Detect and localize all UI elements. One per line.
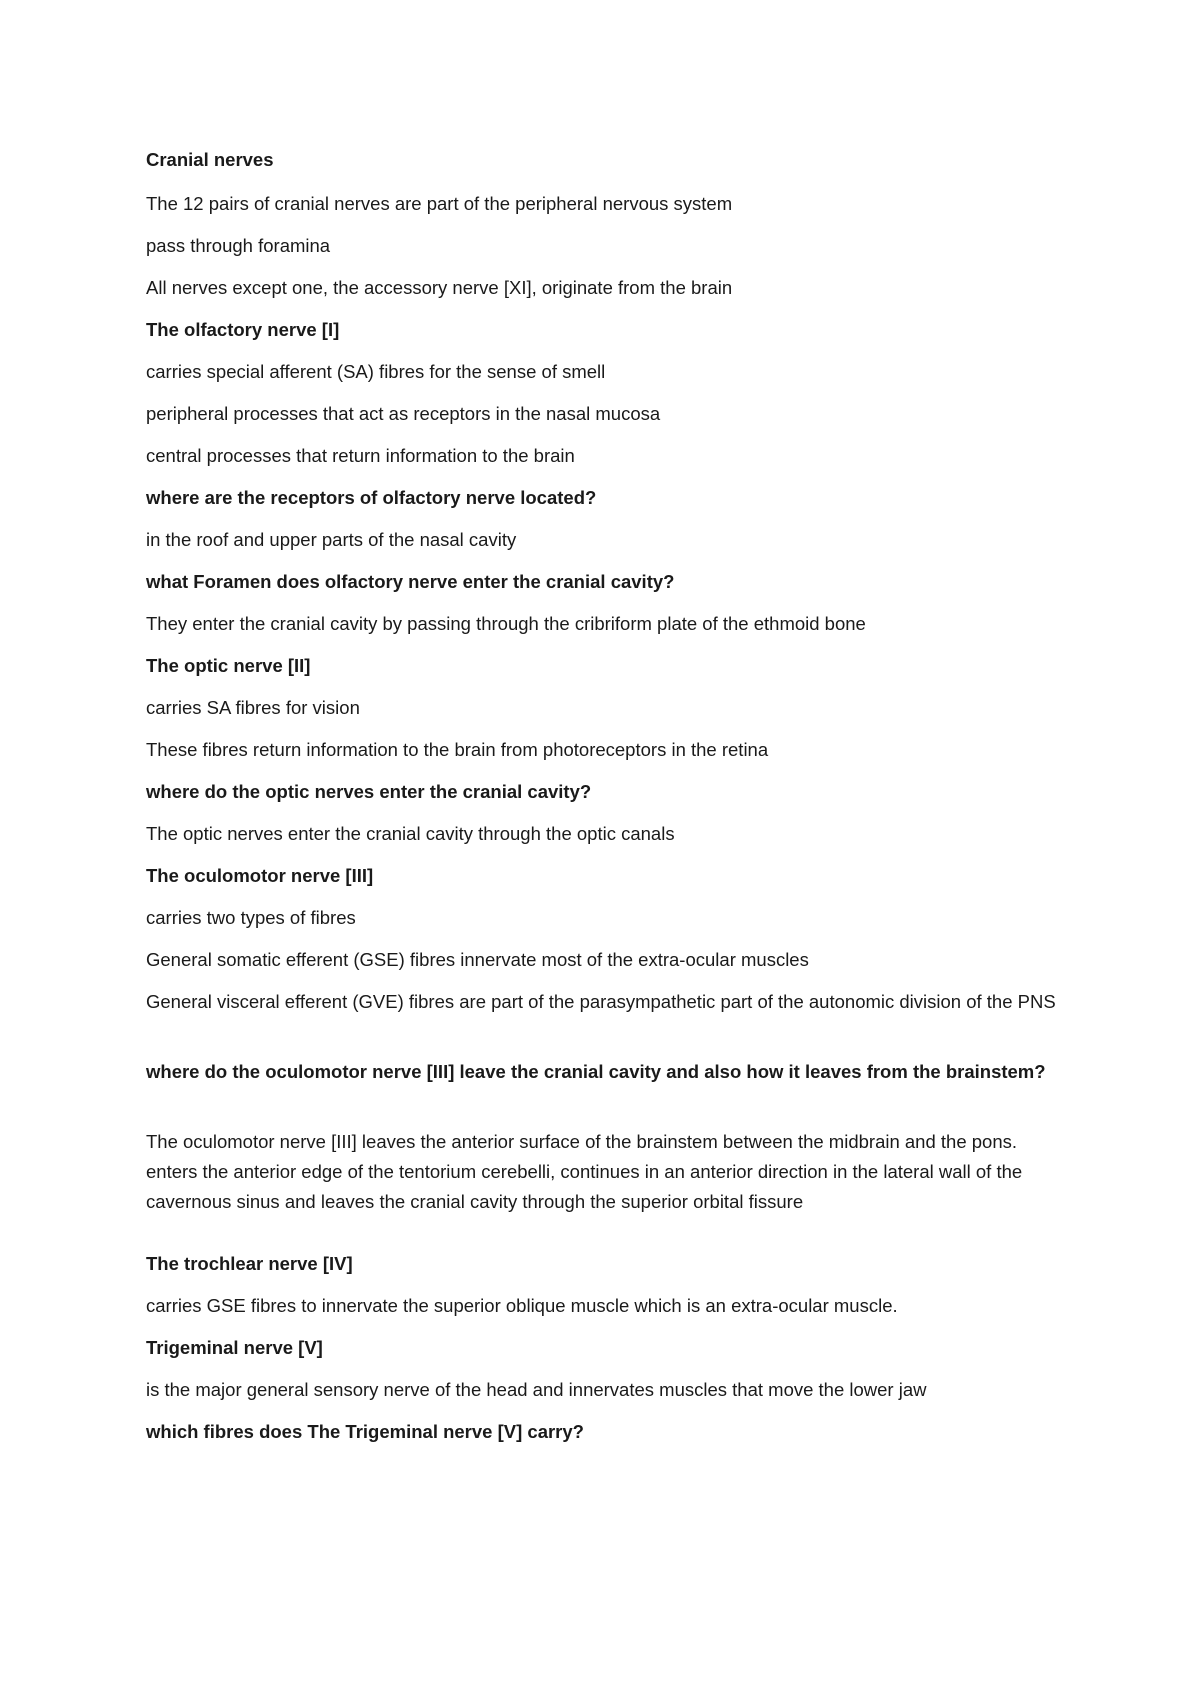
document-title: Cranial nerves — [146, 149, 274, 170]
question-heading: where do the optic nerves enter the cranial cavity? — [146, 781, 592, 802]
paragraph: carries special afferent (SA) fibres for the sense of smell — [146, 361, 606, 382]
answer-paragraph: The oculomotor nerve [III] leaves the anterior surface of the brainstem between the midbrain and the pons. enters the anterior edge of the tentorium cerebelli, continues in an anterior direction in the lateral wall of the cavernous sinus and leaves the cranial cavity through the superior orbital fissure — [146, 1131, 1023, 1212]
question-heading: what Foramen does olfactory nerve enter the cranial cavity? — [146, 571, 675, 592]
answer-paragraph: They enter the cranial cavity by passing through the cribriform plate of the ethmoid bone — [146, 613, 866, 634]
paragraph: central processes that return information to the brain — [146, 445, 575, 466]
paragraph: peripheral processes that act as receptors in the nasal mucosa — [146, 403, 661, 424]
question-heading: where are the receptors of olfactory nerve located? — [146, 487, 597, 508]
paragraph: is the major general sensory nerve of the head and innervates muscles that move the lower jaw — [146, 1379, 927, 1400]
paragraph: All nerves except one, the accessory nerve [XI], originate from the brain — [146, 277, 733, 298]
section-heading-oculomotor: The oculomotor nerve [III] — [146, 865, 374, 886]
paragraph: These fibres return information to the brain from photoreceptors in the retina — [146, 739, 769, 760]
answer-paragraph: The optic nerves enter the cranial cavity through the optic canals — [146, 823, 675, 844]
paragraph: pass through foramina — [146, 235, 331, 256]
answer-paragraph: in the roof and upper parts of the nasal cavity — [146, 529, 517, 550]
section-heading-trochlear: The trochlear nerve [IV] — [146, 1253, 353, 1274]
paragraph: The 12 pairs of cranial nerves are part of the peripheral nervous system — [146, 193, 733, 214]
question-heading: where do the oculomotor nerve [III] leave the cranial cavity and also how it leaves from the brainstem? — [146, 1061, 1046, 1082]
paragraph: carries GSE fibres to innervate the superior oblique muscle which is an extra-ocular muscle. — [146, 1295, 898, 1316]
question-heading: which fibres does The Trigeminal nerve [V] carry? — [146, 1421, 584, 1442]
paragraph: carries SA fibres for vision — [146, 697, 360, 718]
section-heading-trigeminal: Trigeminal nerve [V] — [146, 1337, 323, 1358]
section-heading-optic: The optic nerve [II] — [146, 655, 311, 676]
section-heading-olfactory: The olfactory nerve [I] — [146, 319, 340, 340]
paragraph: General somatic efferent (GSE) fibres innervate most of the extra-ocular muscles — [146, 949, 809, 970]
paragraph: General visceral efferent (GVE) fibres are part of the parasympathetic part of the autonomic division of the PNS — [146, 991, 1056, 1012]
paragraph: carries two types of fibres — [146, 907, 356, 928]
